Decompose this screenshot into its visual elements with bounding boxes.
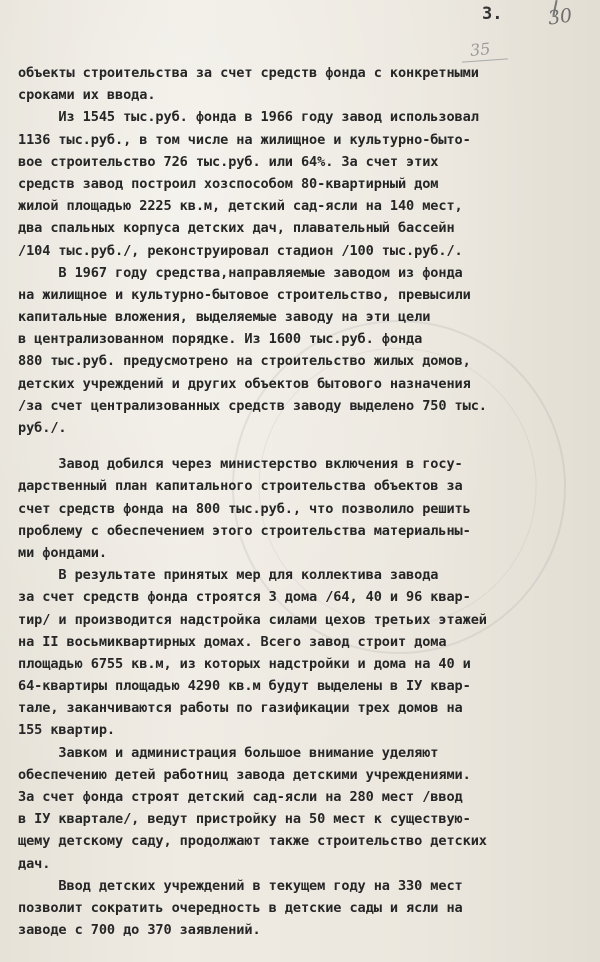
- text-line: вое строительство 726 тыс.руб. или 64%. За счет этих: [18, 153, 439, 170]
- text-line: дарственный план капитального строительства объектов за: [18, 478, 463, 495]
- text-line: Завком и администрация большое внимание уделяют: [18, 744, 439, 761]
- document-text: [18, 62, 598, 941]
- text-line: позволит сократить очередность в детские сады и ясли на: [18, 899, 463, 916]
- text-line: Завод добился через министерство включения в госу-: [18, 456, 463, 473]
- text-line: дач.: [18, 855, 51, 872]
- text-line: тале, заканчиваются работы по газификации трех домов на: [18, 700, 463, 717]
- text-line: средств завод построил хозспособом 80-квартирный дом: [18, 175, 439, 192]
- text-line: объекты строительства за счет средств фонда с конкретными: [18, 65, 479, 81]
- text-line: на жилищное и культурно-бытовое строительство, превысили: [18, 286, 471, 303]
- text-line: ми фондами.: [18, 544, 107, 561]
- text-line: 880 тыс.руб. предусмотрено на строительство жилых домов,: [18, 353, 471, 370]
- text-line: Ввод детских учреждений в текущем году на 330 мест: [18, 877, 463, 894]
- text-line: проблему с обеспечением этого строительства материальны-: [18, 522, 471, 539]
- text-line: /104 тыс.руб./, реконструировал стадион /100 тыс.руб./.: [18, 242, 463, 259]
- text-line: в централизованном порядке. Из 1600 тыс.руб. фонда: [18, 331, 423, 348]
- text-line: капитальные вложения, выделяемые заводу на эти цели: [18, 309, 431, 326]
- text-line: на II восьмиквартирных домах. Всего завод строит дома: [18, 633, 447, 650]
- text-line: Из 1545 тыс.руб. фонда в 1966 году завод использовал: [18, 109, 479, 126]
- text-line: жилой площадью 2225 кв.м, детский сад-ясли на 140 мест,: [18, 198, 463, 215]
- text-line: площадью 6755 кв.м, из которых надстройки и дома на 40 и: [18, 655, 471, 672]
- folio-number: 35: [469, 38, 492, 61]
- text-line: В 1967 году средства,направляемые заводом из фонда: [18, 264, 463, 281]
- text-line: 64-квартиры площадью 4290 кв.м будут выделены в IУ квар-: [18, 678, 471, 695]
- page-number: 3.: [482, 4, 503, 24]
- text-line: руб./.: [18, 420, 67, 436]
- text-line: тир/ и производится надстройка силами цехов третьих этажей: [18, 611, 487, 628]
- text-line: счет средств фонда на 800 тыс.руб., что позволило решить: [18, 500, 471, 517]
- text-line: щему детскому саду, продолжают также строительство детских: [18, 833, 487, 850]
- text-line: сроками их ввода.: [18, 87, 156, 104]
- text-line: 1136 тыс.руб., в том числе на жилищное и культурно-быто-: [18, 131, 471, 148]
- text-line: В результате принятых мер для коллектива завода: [18, 567, 439, 584]
- text-line: в IУ квартале/, ведут пристройку на 50 мест к существую-: [18, 811, 471, 828]
- paragraph-gap: [18, 439, 598, 453]
- archive-number: 30: [546, 4, 574, 30]
- text-line: за счет средств фонда строятся 3 дома /64, 40 и 96 квар-: [18, 589, 471, 606]
- text-line: детских учреждений и других объектов бытового назначения: [18, 375, 471, 392]
- text-line: заводе с 700 до 370 заявлений.: [18, 922, 261, 939]
- text-line: два спальных корпуса детских дач, плавательный бассейн: [18, 220, 455, 237]
- text-line: /за счет централизованных средств заводу выделено 750 тыс.: [18, 397, 487, 414]
- text-line: За счет фонда строят детский сад-ясли на 280 мест /ввод: [18, 789, 463, 805]
- text-line: 155 квартир.: [18, 722, 116, 739]
- text-line: обеспечению детей работниц завода детскими учреждениями.: [18, 766, 471, 783]
